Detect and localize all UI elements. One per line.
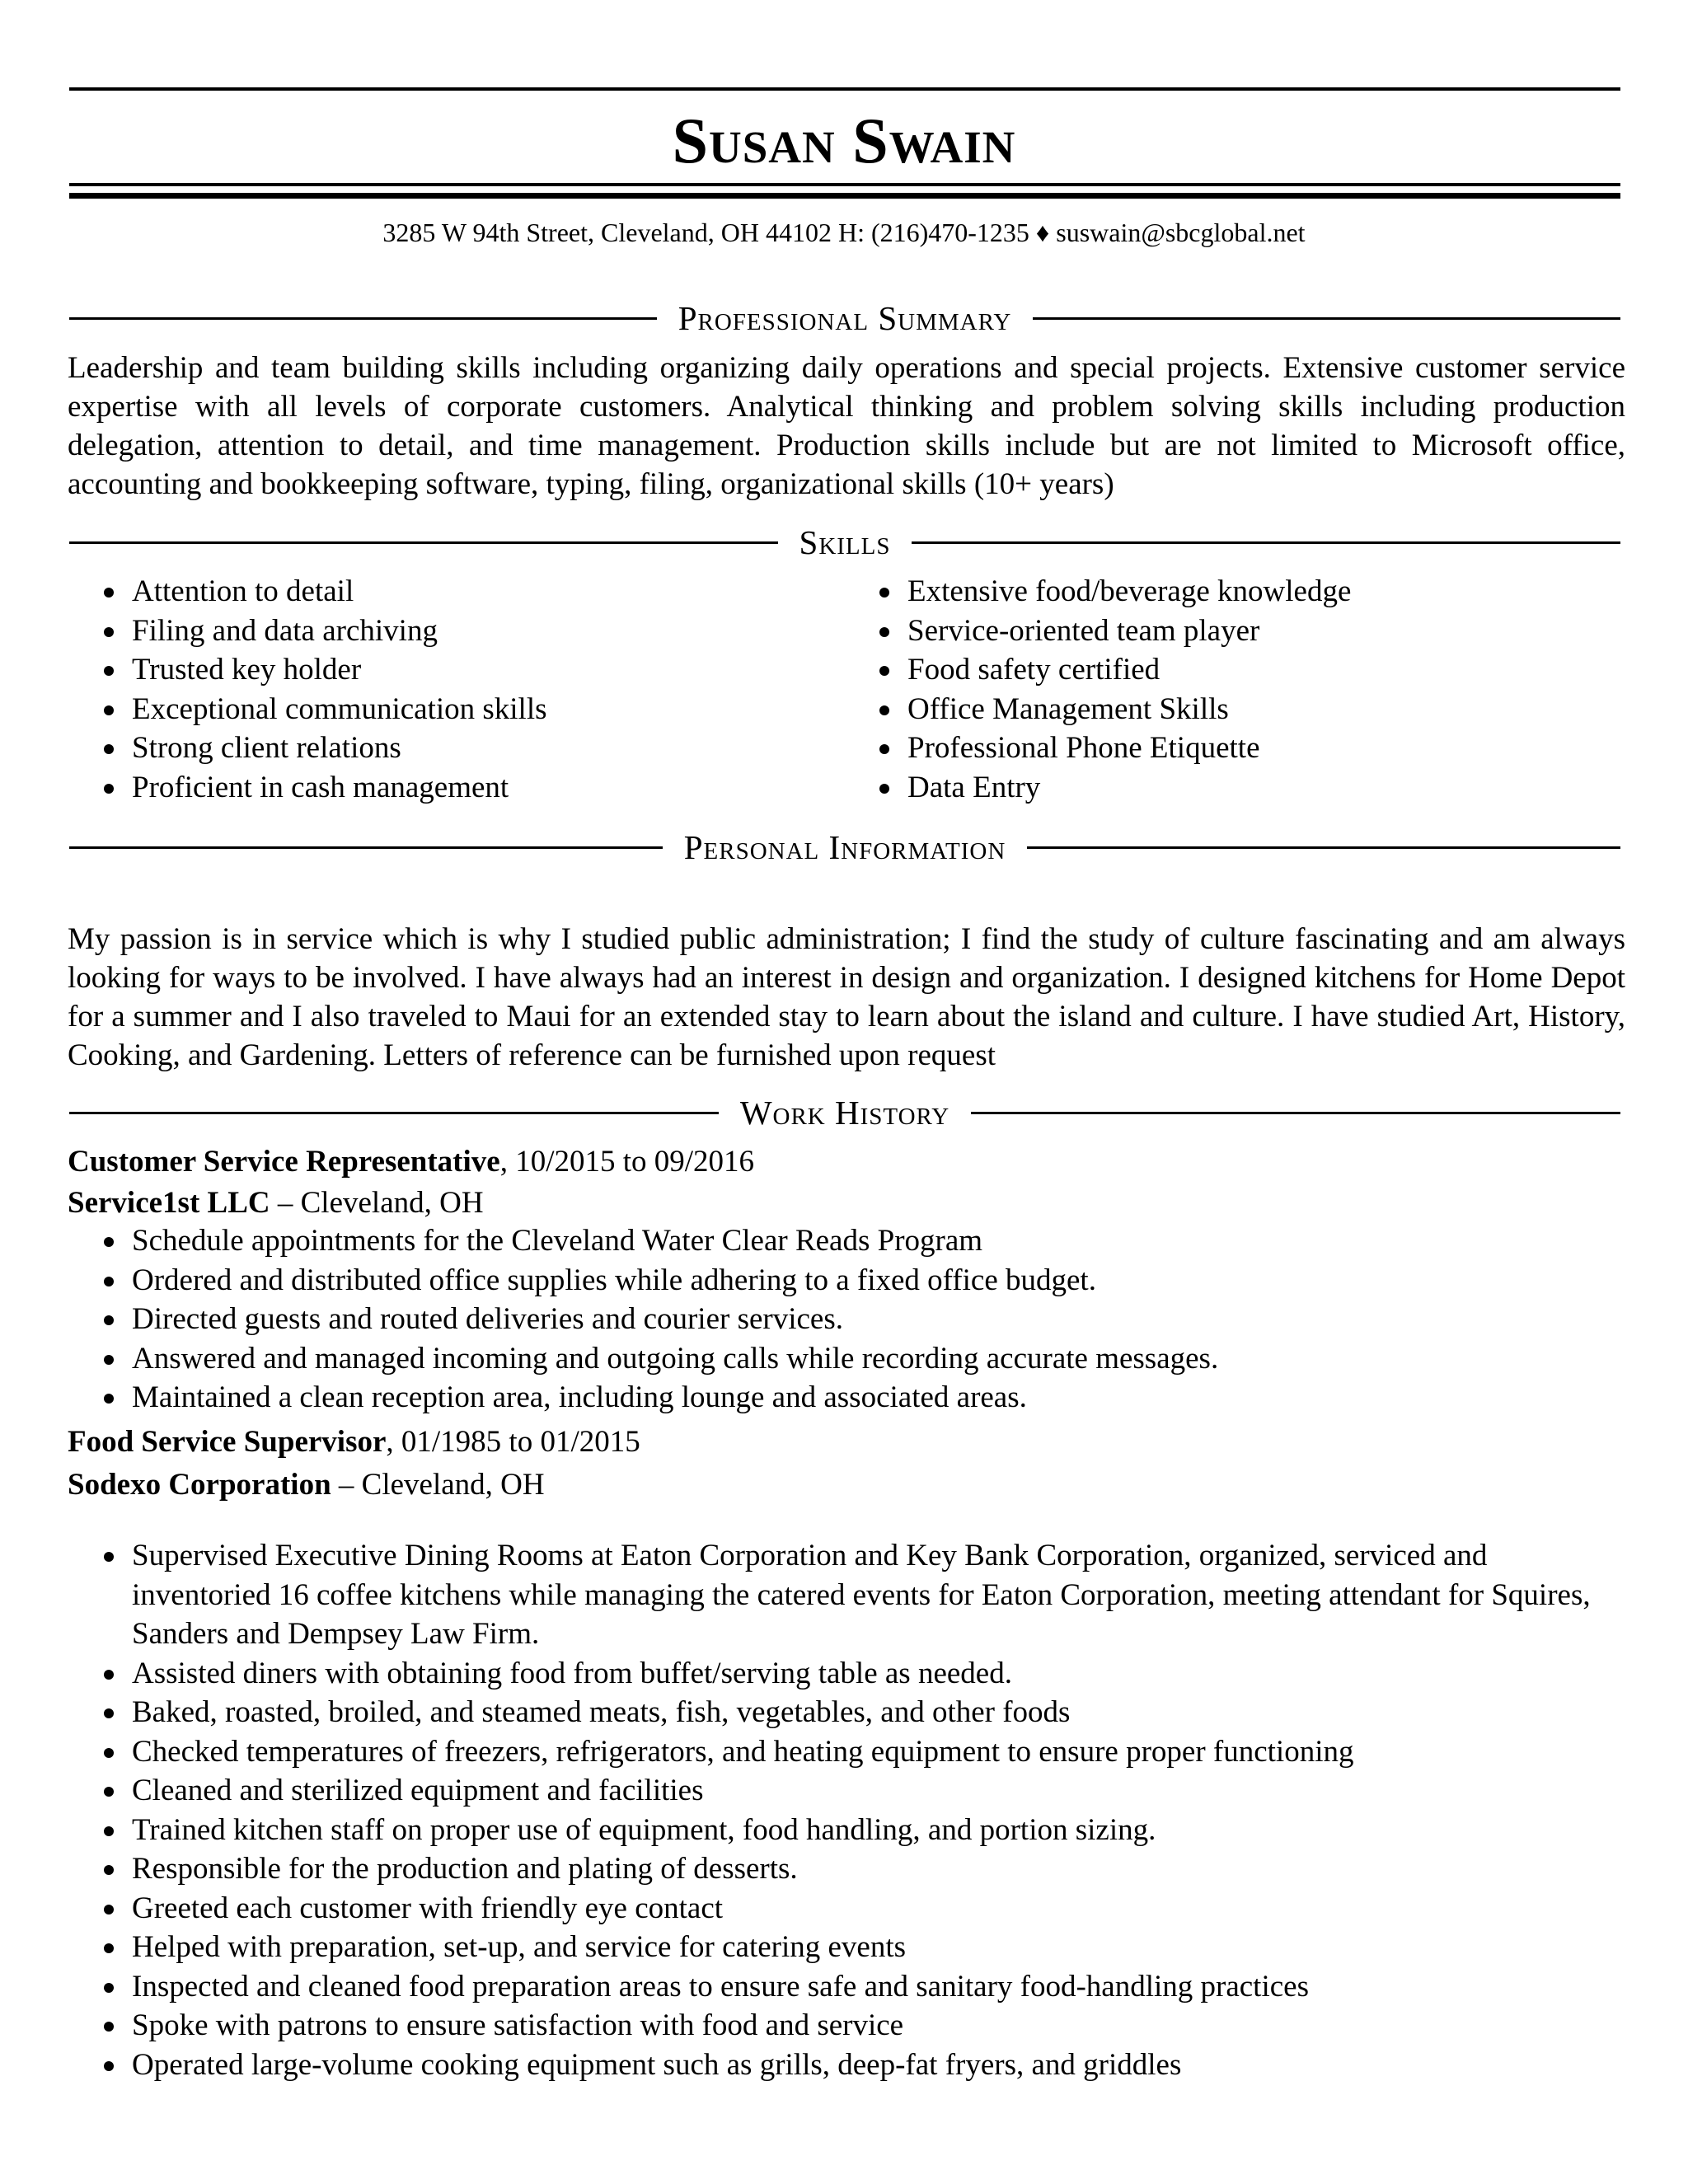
skill-item: Office Management Skills <box>845 690 1620 729</box>
job-company: Sodexo Corporation <box>68 1468 331 1502</box>
work-heading: Work History <box>739 1094 950 1132</box>
heading-rule-left <box>69 317 657 320</box>
heading-rule-right <box>912 541 1620 544</box>
job-bullet: Responsible for the production and plating of desserts. <box>69 1849 1611 1889</box>
job-bullet: Spoke with patrons to ensure satisfaction with food and service <box>69 2006 1611 2046</box>
job-title: Customer Service Representative <box>68 1145 500 1179</box>
personal-heading: Personal Information <box>683 828 1006 866</box>
job-dates: , 01/1985 to 01/2015 <box>386 1425 640 1459</box>
job-bullet: Cleaned and sterilized equipment and facilities <box>69 1771 1611 1811</box>
job-bullet: Schedule appointments for the Cleveland Water Clear Reads Program <box>69 1221 1611 1261</box>
job-location: – Cleveland, OH <box>331 1468 545 1502</box>
heading-rule-right <box>1033 317 1620 320</box>
job-bullet: Ordered and distributed office supplies while adhering to a fixed office budget. <box>69 1261 1611 1301</box>
skill-item: Trusted key holder <box>69 650 845 690</box>
heading-rule-left <box>69 1112 719 1114</box>
skill-item: Strong client relations <box>69 729 845 768</box>
heading-rule-left <box>69 541 778 544</box>
skills-heading: Skills <box>799 523 891 561</box>
job-bullet: Trained kitchen staff on proper use of equipment, food handling, and portion sizing. <box>69 1811 1611 1850</box>
candidate-name: Susan Swain <box>672 105 1016 176</box>
skill-item: Filing and data archiving <box>69 612 845 651</box>
skill-item: Attention to detail <box>69 572 845 612</box>
job-bullets <box>69 1221 1611 1418</box>
top-rule <box>69 87 1620 91</box>
job-bullets <box>69 1536 1611 2084</box>
skill-item: Extensive food/beverage knowledge <box>845 572 1620 612</box>
summary-heading: Professional Summary <box>678 299 1012 337</box>
job-bullet: Maintained a clean reception area, including lounge and associated areas. <box>69 1378 1611 1418</box>
skills-right-column <box>845 572 1620 807</box>
skill-item: Food safety certified <box>845 650 1620 690</box>
contact-line: 3285 W 94th Street, Cleveland, OH 44102 H: (216)470-1235 ♦ suswain@sbcglobal.net <box>382 218 1306 247</box>
skill-item: Professional Phone Etiquette <box>845 729 1620 768</box>
job-title-line <box>68 1142 754 1182</box>
skill-item: Service-oriented team player <box>845 612 1620 651</box>
summary-text: Leadership and team building skills including organizing daily operations and special projects. Extensive customer service expertise with all levels of corporate customers. Analytical thinking and problem solving skills including production delegation, attention to detail, and time management. Production skills include but are not limited to Microsoft office, accounting and bookkeeping software, typing, filing, organizational skills (10+ years) <box>68 351 1625 501</box>
job-bullet: Inspected and cleaned food preparation areas to ensure safe and sanitary food-handling practices <box>69 1967 1611 2007</box>
job-bullet: Directed guests and routed deliveries and courier services. <box>69 1300 1611 1339</box>
job-dates: , 10/2015 to 09/2016 <box>499 1145 755 1179</box>
job-bullet: Greeted each customer with friendly eye contact <box>69 1889 1611 1929</box>
job-title: Food Service Supervisor <box>68 1425 387 1459</box>
skill-item: Proficient in cash management <box>69 768 845 808</box>
personal-text: My passion is in service which is why I studied public administration; I find the study of culture fascinating and am always looking for ways to be involved. I have always had an interest in design and organization. I designed kitchens for Home Depot for a summer and I also traveled to Maui for an extended stay to learn about the island and culture. I have studied Art, History, Cooking, and Gardening. Letters of reference can be furnished upon request <box>68 922 1625 1072</box>
job-bullet: Operated large-volume cooking equipment such as grills, deep-fat fryers, and griddles <box>69 2046 1611 2085</box>
heading-rule-right <box>971 1112 1620 1114</box>
heading-rule-right <box>1027 846 1620 849</box>
job-company-line <box>68 1183 484 1223</box>
work-heading-row <box>69 1090 1620 1136</box>
summary-heading-row <box>69 295 1620 341</box>
job-bullet: Answered and managed incoming and outgoing calls while recording accurate messages. <box>69 1339 1611 1379</box>
job-bullet: Baked, roasted, broiled, and steamed meats, fish, vegetables, and other foods <box>69 1693 1611 1732</box>
heading-rule-left <box>69 846 663 849</box>
skill-item: Exceptional communication skills <box>69 690 845 729</box>
skills-left-column <box>69 572 845 807</box>
job-company: Service1st LLC <box>68 1186 270 1220</box>
skills-heading-row <box>69 519 1620 565</box>
job-bullet: Checked temperatures of freezers, refrigerators, and heating equipment to ensure proper functioning <box>69 1732 1611 1772</box>
job-bullet: Helped with preparation, set-up, and service for catering events <box>69 1928 1611 1967</box>
job-company-line <box>68 1465 545 1505</box>
job-bullet: Supervised Executive Dining Rooms at Eaton Corporation and Key Bank Corporation, organized, serviced and inventoried 16 coffee kitchens while managing the catered events for Eaton Corporation, meeting attendant for Squires, Sanders and Dempsey Law Firm. <box>69 1536 1611 1654</box>
job-location: – Cleveland, OH <box>270 1186 484 1220</box>
personal-heading-row <box>69 824 1620 870</box>
skills-columns <box>69 572 1620 807</box>
job-bullet: Assisted diners with obtaining food from buffet/serving table as needed. <box>69 1654 1611 1694</box>
job-title-line <box>68 1422 640 1462</box>
name-rule-thick <box>69 193 1620 199</box>
skill-item: Data Entry <box>845 768 1620 808</box>
name-rule-thin <box>69 183 1620 186</box>
